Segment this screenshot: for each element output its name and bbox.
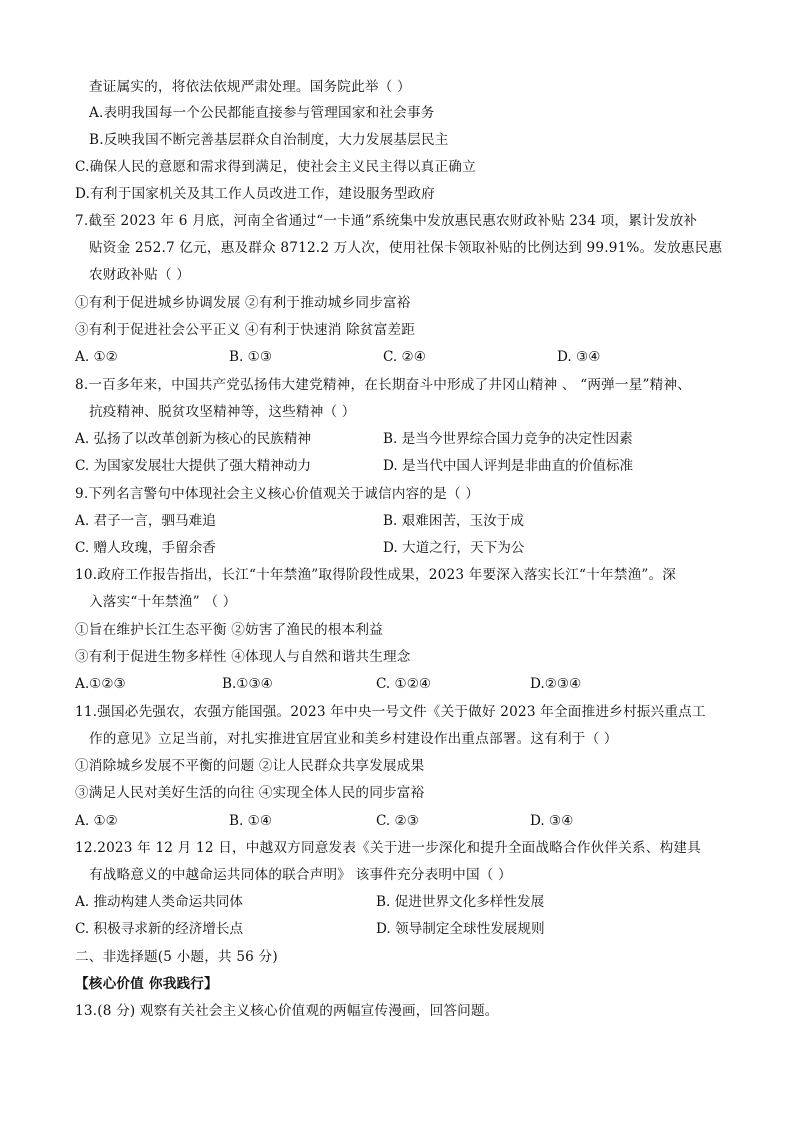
q11-option-b: B. ①④ xyxy=(229,813,273,829)
q10-option-d: D.②③④ xyxy=(530,676,582,692)
q6-option-a: A.表明我国每一个公民都能直接参与管理国家和社会事务 xyxy=(89,105,435,121)
q13-stem: 13.(8 分) 观察有关社会主义核心价值观的两幅宣传漫画，回答问题。 xyxy=(75,1003,499,1019)
q7-option-a: A. ①② xyxy=(75,349,118,365)
q10-statements-1: ①旨在维护长江生态平衡 ②妨害了渔民的根本利益 xyxy=(75,622,383,638)
q9-option-b: B. 艰难困苦，玉汝于成 xyxy=(383,513,524,529)
q7-statements-2: ③有利于促进社会公平正义 ④有利于快速消 除贫富差距 xyxy=(75,322,416,338)
q7-stem-line-1: 7.截至 2023 年 6 月底，河南全省通过“一卡通”系统集中发放惠民惠农财政补贴 234 项，累计发放补 xyxy=(75,213,698,229)
q11-stem-line-1: 11.强国必先强农，农强方能国强。2023 年中央一号文件《关于做好 2023 年全面推进乡村振兴重点工 xyxy=(75,704,706,720)
q9-option-c: C. 赠人玫瑰，手留余香 xyxy=(75,540,216,556)
q10-option-c: C. ①②④ xyxy=(376,676,432,692)
q6-stem-continuation: 查证属实的，将依法依规严肃处理。国务院此举（ ） xyxy=(89,79,411,95)
q8-option-d: D. 是当代中国人评判是非曲直的价值标准 xyxy=(383,458,634,474)
q12-option-b: B. 促进世界文化多样性发展 xyxy=(376,894,545,910)
q6-option-b: B.反映我国不断完善基层群众自治制度，大力发展基层民主 xyxy=(89,132,449,148)
q9-option-a: A. 君子一言，驷马难追 xyxy=(75,513,216,529)
q11-option-d: D. ③④ xyxy=(530,813,574,829)
q10-stem-line-2: 入落实“十年禁渔” （ ） xyxy=(89,594,237,610)
q8-option-a: A. 弘扬了以改革创新为核心的民族精神 xyxy=(75,431,311,447)
q7-statements-1: ①有利于促进城乡协调发展 ②有利于推动城乡同步富裕 xyxy=(75,295,411,311)
q11-option-c: C. ②③ xyxy=(376,813,419,829)
q11-stem-line-2: 作的意见》立足当前，对扎实推进宜居宜业和美乡村建设作出重点部署。这有利于（ ） xyxy=(89,731,618,747)
q12-stem-line-1: 12.2023 年 12 月 12 日，中越双方同意发表《关于进一步深化和提升全面战略合作伙伴关系、构建具 xyxy=(75,840,701,856)
q7-stem-line-3: 农财政补贴（ ） xyxy=(89,267,191,283)
q12-option-c: C. 积极寻求新的经济增长点 xyxy=(75,921,244,937)
q8-option-b: B. 是当今世界综合国力竞争的决定性因素 xyxy=(383,431,633,447)
q8-stem-line-1: 8.一百多年来，中国共产党弘扬伟大建党精神，在长期奋斗中形成了井冈山精神 、 “两弹一星”精神、 xyxy=(75,377,692,393)
q11-statements-1: ①消除城乡发展不平衡的问题 ②让人民群众共享发展成果 xyxy=(75,758,425,774)
section-subheading: 【核心价值 你我践行】 xyxy=(75,976,218,992)
q9-stem: 9.下列名言警句中体现社会主义核心价值观关于诚信内容的是（ ） xyxy=(75,486,480,502)
q10-option-a: A.①②③ xyxy=(75,676,126,692)
q11-statements-2: ③满足人民对美好生活的向往 ④实现全体人民的同步富裕 xyxy=(75,785,425,801)
q7-option-d: D. ③④ xyxy=(557,349,601,365)
q10-stem-line-1: 10.政府工作报告指出，长江“十年禁渔”取得阶段性成果，2023 年要深入落实长江“十年禁渔”。深 xyxy=(75,567,677,583)
q7-option-c: C. ②④ xyxy=(383,349,426,365)
q10-option-b: B.①③④ xyxy=(222,676,273,692)
section-heading: 二、非选择题(5 小题，共 56 分) xyxy=(75,949,278,965)
q11-option-a: A. ①② xyxy=(75,813,118,829)
q6-option-c: C.确保人民的意愿和需求得到满足，使社会主义民主得以真正确立 xyxy=(75,159,476,175)
q6-option-d: D.有利于国家机关及其工作人员改进工作，建设服务型政府 xyxy=(75,186,435,202)
q8-option-c: C. 为国家发展壮大提供了强大精神动力 xyxy=(75,458,312,474)
q12-option-a: A. 推动构建人类命运共同体 xyxy=(75,894,243,910)
q12-option-d: D. 领导制定全球性发展规则 xyxy=(376,921,545,937)
q7-stem-line-2: 贴资金 252.7 亿元，惠及群众 8712.2 万人次，使用社保卡领取补贴的比例达到 99.91%。发放惠民惠 xyxy=(89,240,723,256)
q10-statements-2: ③有利于促进生物多样性 ④体现人与自然和谐共生理念 xyxy=(75,649,411,665)
q12-stem-line-2: 有战略意义的中越命运共同体的联合声明》 该事件充分表明中国（ ） xyxy=(89,867,512,883)
q8-stem-line-2: 抗疫精神、脱贫攻坚精神等，这些精神（ ） xyxy=(89,404,356,420)
q9-option-d: D. 大道之行，天下为公 xyxy=(383,540,525,556)
q7-option-b: B. ①③ xyxy=(229,349,273,365)
